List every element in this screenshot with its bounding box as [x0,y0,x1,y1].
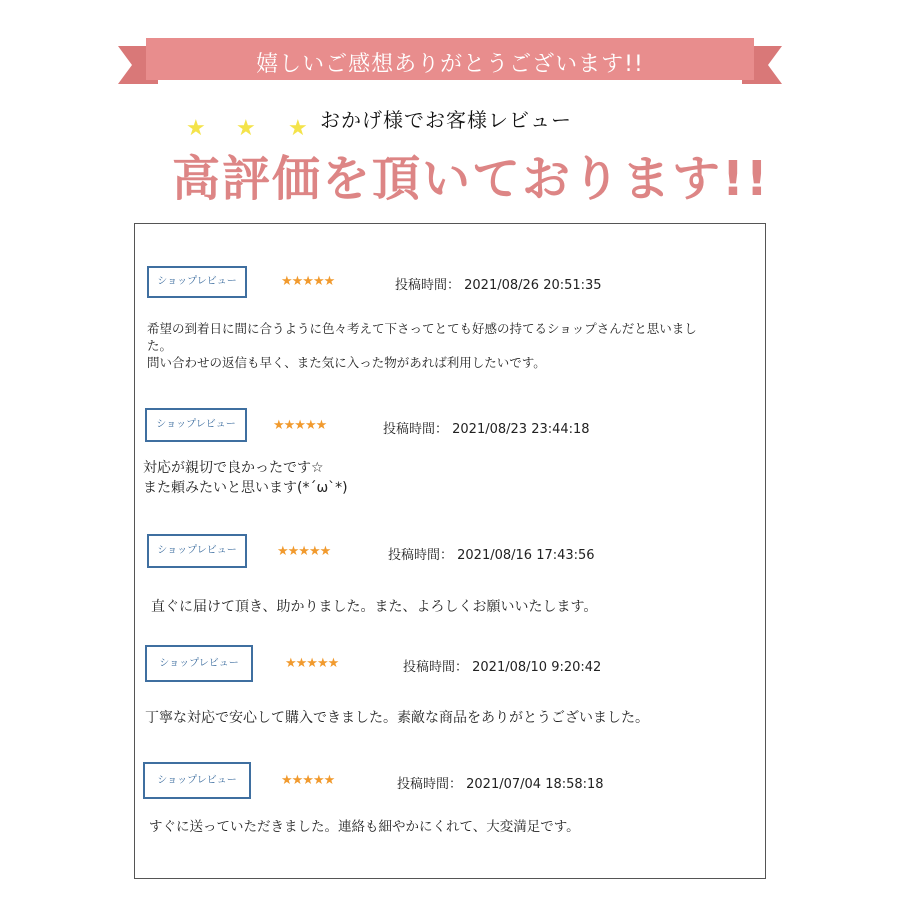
post-time: 投稿時間： 2021/08/10 9:20:42 [403,660,602,675]
star-icon: ★ [288,116,308,141]
shop-review-badge: ショップレビュー [147,534,247,568]
rating-stars: ★★★★★ [277,544,331,559]
star-icon: ★ [186,116,206,141]
rating-stars: ★★★★★ [285,656,339,671]
post-time: 投稿時間： 2021/07/04 18:58:18 [397,777,604,792]
review-comment: すぐに送っていただきました。連絡も細やかにくれて、大変満足です。 [149,819,580,835]
post-time: 投稿時間： 2021/08/26 20:51:35 [395,278,602,293]
headline: 高評価を頂いております!! [172,151,770,207]
rating-stars: ★★★★★ [273,418,327,433]
star-icon: ★ [236,116,256,141]
review-comment: 丁寧な対応で安心して購入できました。素敵な商品をありがとうございました。 [145,710,649,726]
subtitle: おかげ様でお客様レビュー [320,108,572,132]
post-time: 投稿時間： 2021/08/16 17:43:56 [388,548,595,563]
rating-stars: ★★★★★ [281,773,335,788]
review-comment: 対応が親切で良かったです☆ また頼みたいと思います(*´ω`*) [143,460,348,496]
post-time: 投稿時間： 2021/08/23 23:44:18 [383,422,590,437]
shop-review-badge: ショップレビュー [145,408,247,442]
rating-stars: ★★★★★ [281,274,335,289]
banner-text: 嬉しいご感想ありがとうございます!! [256,52,644,77]
shop-review-badge: ショップレビュー [147,266,247,298]
shop-review-badge: ショップレビュー [143,762,251,799]
reviews-box [134,223,766,879]
shop-review-badge: ショップレビュー [145,645,253,682]
decorative-stars [180,118,320,142]
banner-ribbon [118,38,782,86]
review-comment: 直ぐに届けて頂き、助かりました。また、よろしくお願いいたします。 [151,599,598,615]
review-comment: 希望の到着日に間に合うように色々考えて下さってとても好感の持てるショップさんだと思いまし た。 問い合わせの返信も早く、また気に入った物があれば利用したいです。 [147,321,697,370]
